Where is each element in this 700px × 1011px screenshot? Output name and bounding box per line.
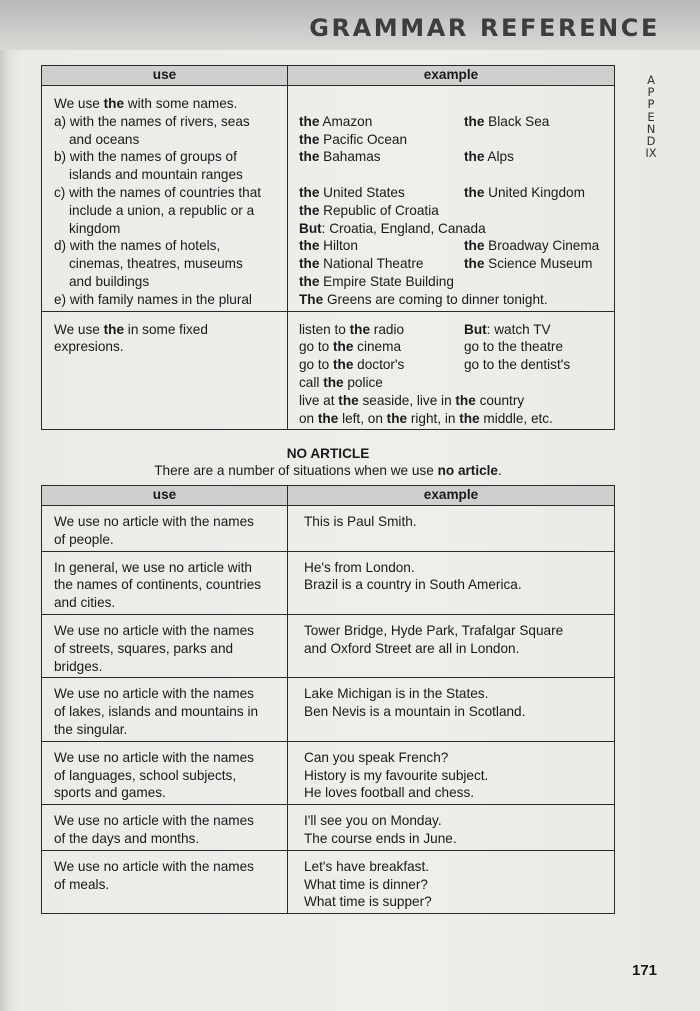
example-cell: Let's have breakfast. What time is dinner? What time is supper? — [288, 850, 615, 913]
use-cell: We use the with some names. a) with the names of rivers, seas and oceans b) with the names of groups of islands and mountain ranges c) with the names of countries that include a union, a republic or a kingdom d) with the names of hotels, cinemas, theatres, museums and buildings e) with family names in the plural — [42, 86, 288, 312]
use-cell: In general, we use no article with the names of continents, countries and cities. — [42, 551, 288, 614]
example-cell: I'll see you on Monday. The course ends in June. — [288, 805, 615, 851]
table-row — [42, 311, 615, 430]
example-cell: Lake Michigan is in the States. Ben Nevis is a mountain in Scotland. — [288, 678, 615, 741]
table-row — [42, 741, 615, 804]
page-number: 171 — [632, 962, 658, 979]
no-article-heading: NO ARTICLE — [286, 446, 370, 461]
column-header-use: use — [42, 486, 288, 506]
use-cell: We use no article with the names of the days and months. — [42, 805, 288, 851]
use-cell: We use the in some fixed expresions. — [42, 311, 288, 430]
table-row — [42, 614, 615, 677]
table-row — [42, 850, 615, 913]
use-cell: We use no article with the names of meals. — [42, 850, 288, 913]
example-cell: Can you speak French? History is my favourite subject. He loves football and chess. — [288, 741, 615, 804]
appendix-label: APPENDIX — [645, 73, 657, 161]
use-cell: We use no article with the names of people. — [42, 506, 288, 552]
example-cell: Tower Bridge, Hyde Park, Trafalgar Square and Oxford Street are all in London. — [288, 614, 615, 677]
the-article-table — [41, 65, 615, 430]
table-row — [42, 551, 615, 614]
example-cell: This is Paul Smith. — [288, 506, 615, 552]
column-header-example: example — [288, 66, 615, 86]
no-article-table — [41, 485, 615, 914]
column-header-use: use — [42, 66, 288, 86]
table-row — [42, 86, 615, 312]
use-cell: We use no article with the names of languages, school subjects, sports and games. — [42, 741, 288, 804]
page-header-title: GRAMMAR REFERENCE — [309, 14, 660, 42]
no-article-intro: There are a number of situations when we use no article. — [154, 463, 502, 478]
example-cell: He's from London. Brazil is a country in South America. — [288, 551, 615, 614]
use-cell: We use no article with the names of streets, squares, parks and bridges. — [42, 614, 288, 677]
appendix-side-tab — [641, 74, 661, 159]
table-header-row — [42, 486, 615, 506]
use-cell: We use no article with the names of lakes, islands and mountains in the singular. — [42, 678, 288, 741]
example-cell: listen to the radio But: watch TV go to the cinema go to the theatre go to the doctor's go to the dentist's call the police live at the seaside, live in the country on the left, on the right, in the middle, etc. — [288, 311, 615, 430]
table-header-row — [42, 66, 615, 86]
table-row — [42, 678, 615, 741]
table-row — [42, 506, 615, 552]
example-cell: the Amazon the Black Sea the Pacific Ocean the Bahamas the Alps the United States the United Kingdom the Republic of Croatia But: Croatia, England, Canada the Hilton the Broadway Cinema the National Theatre the Science Museum the Empire State Building The Greens are coming to dinner tonight. — [288, 86, 615, 312]
column-header-example: example — [288, 486, 615, 506]
table-row — [42, 805, 615, 851]
